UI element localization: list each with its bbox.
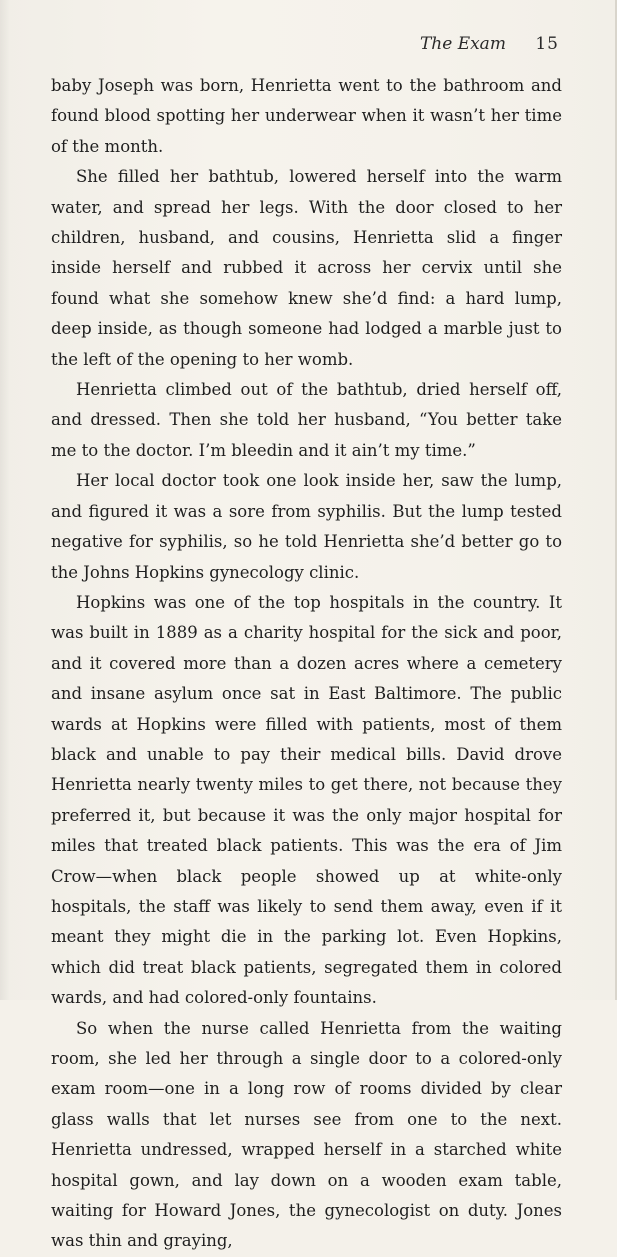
page-number: 15 [535,34,559,54]
paragraph-continued: baby Joseph was born, Henrietta went to the bathroom and found blood spotting her underwear when it wasn’t her time of the month. [51,76,562,156]
chapter-title: The Exam [419,34,506,54]
paragraph-dressed: Henrietta climbed out of the bathtub, dried herself off, and dressed. Then she told her husband, “You better take me to the doctor. I’m bleedin and it ain’t my time.” [51,380,562,460]
paragraph-bathtub: She filled her bathtub, lowered herself into the warm water, and spread her legs. With the door closed to her children, husband, and cousins, Henrietta slid a finger inside herself and rubbed it across her cervix until she found what she somehow knew she’d find: a hard lump, deep inside, as though someone had lodged a marble just to the left of the opening to her womb. [51,167,562,369]
running-header [420,34,559,54]
paragraph-local-doctor: Her local doctor took one look inside her, saw the lump, and figured it was a sore from syphilis. But the lump tested negative for syphilis, so he told Henrietta she’d better go to the Johns Hopkins gynecology clinic. [51,471,562,582]
spine-shadow [0,0,10,1000]
body-text [51,71,562,1257]
paragraph-exam-room: So when the nurse called Henrietta from the waiting room, she led her through a single door to a colored-only exam room—one in a long row of rooms divided by clear glass walls that let nurses see from one to the next. Henrietta undressed, wrapped herself in a starched white hospital gown, and lay down on a wooden exam table, waiting for Howard Jones, the gynecologist on duty. Jones was thin and graying, [51,1018,562,1251]
paragraph-hopkins: Hopkins was one of the top hospitals in the country. It was built in 1889 as a charity hospital for the sick and poor, and it covered more than a dozen acres where a cemetery and insane asylum once sat in East Baltimore. The public wards at Hopkins were filled with patients, most of them black and unable to pay their medical bills. David drove Henrietta nearly twenty miles to get there, not because they preferred it, but because it was the only major hospital for miles that treated black patients. This was the era of Jim Crow—when black people showed up at white-only hospitals, the staff was likely to send them away, even if it meant they might die in the parking lot. Even Hopkins, which did treat black patients, segregated them in colored wards, and had colored-only fountains. [51,592,562,1008]
